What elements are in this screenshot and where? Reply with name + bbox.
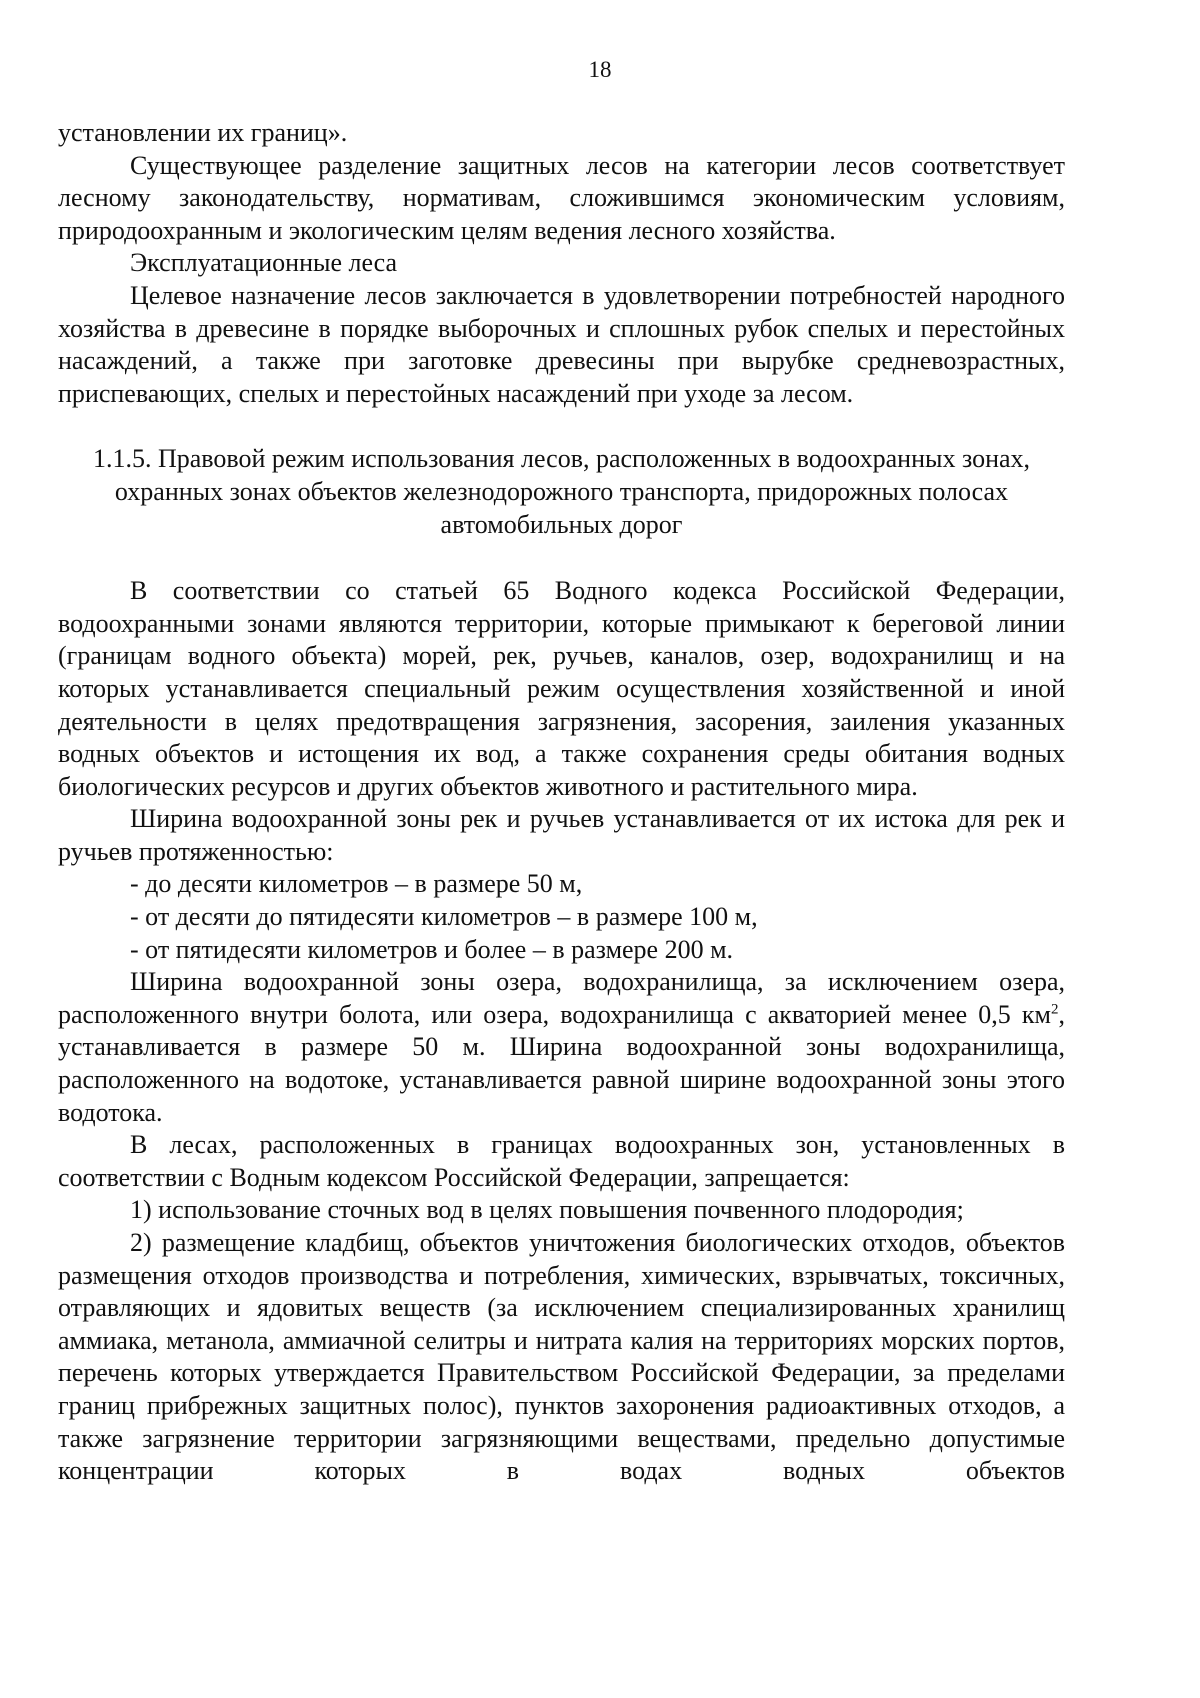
document-body bbox=[58, 117, 1065, 1488]
paragraph-exploitation-purpose: Целевое назначение лесов заключается в удовлетворении потребностей народного хозяйства в древесине в порядке выборочных и сплошных рубок спелых и перестойных насаждений, а также при заготовке древесины при вырубке средневозрастных, приспевающих, спелых и перестойных насаждений при уходе за лесом. bbox=[58, 280, 1065, 408]
paragraph-prohibited-intro: В лесах, расположенных в границах водоохранных зон, установленных в соответствии с Водным кодексом Российской Федерации, запрещается: bbox=[58, 1130, 1065, 1192]
paragraph-water-code: В соответствии со статьей 65 Водного кодекса Российской Федерации, водоохранными зонами являются территории, которые примыкают к береговой линии (границам водного объекта) морей, рек, ручьев, каналов, озер, водохранилищ и на которых устанавливается специальный режим осуществления хозяйственной и иной деятельности в целях предотвращения загрязнения, засорения, заиления указанных водных объектов и истощения их вод, а также сохранения среды обитания водных биологических ресурсов и других объектов животного и растительного мира. bbox=[58, 576, 1065, 801]
list-item: - до десяти километров – в размере 50 м, bbox=[130, 869, 583, 899]
paragraph-zone-width-lakes bbox=[58, 966, 1065, 1129]
text-fragment: Ширина водоохранной зоны озера, водохранилища, за исключением озера, расположенного внутри болота, или озера, водохранилища с акваторией менее 0,5 км bbox=[58, 967, 1065, 1029]
paragraph-protective-forests: Существующее разделение защитных лесов на категории лесов соответствует лесному законодательству, нормативам, сложившимся экономическим условиям, природоохранным и экологическим целям ведения лесного хозяйства. bbox=[58, 150, 1065, 245]
prohibition-item-1: 1) использование сточных вод в целях повышения почвенного плодородия; bbox=[130, 1195, 964, 1225]
section-heading: 1.1.5. Правовой режим использования лесов, расположенных в водоохранных зонах, охранных зонах объектов железнодорожного транспорта, придорожных полосах автомобильных дорог bbox=[92, 444, 1031, 539]
page-number: 18 bbox=[588, 57, 612, 82]
paragraph-zone-width-rivers: Ширина водоохранной зоны рек и ручьев устанавливается от их истока для рек и ручьев протяженностью: bbox=[58, 804, 1065, 866]
paragraph-continuation: установлении их границ». bbox=[58, 118, 348, 147]
superscript: 2 bbox=[1051, 1001, 1059, 1018]
subheading-exploitation-forests: Эксплуатационные леса bbox=[130, 248, 398, 278]
text-fragment: , устанавливается в размере 50 м. Ширина водоохранной зоны водохранилища, расположенного на водотоке, устанавливается равной ширине водоохранной зоны этого водотока. bbox=[58, 999, 1065, 1127]
prohibition-item-2: 2) размещение кладбищ, объектов уничтожения биологических отходов, объектов размещения отходов производства и потребления, химических, взрывчатых, токсичных, отравляющих и ядовитых веществ (за исключением специализированных хранилищ аммиака, метанола, аммиачной селитры и нитрата калия на территориях морских портов, перечень которых утверждается Правительством Российской Федерации, за пределами границ прибрежных защитных полос), пунктов захоронения радиоактивных отходов, а также загрязнение территории загрязняющими веществами, предельно допустимые концентрации которых в водах водных объектов bbox=[58, 1228, 1065, 1486]
list-item: - от пятидесяти километров и более – в размере 200 м. bbox=[130, 934, 734, 964]
list-item: - от десяти до пятидесяти километров – в размере 100 м, bbox=[130, 902, 758, 932]
